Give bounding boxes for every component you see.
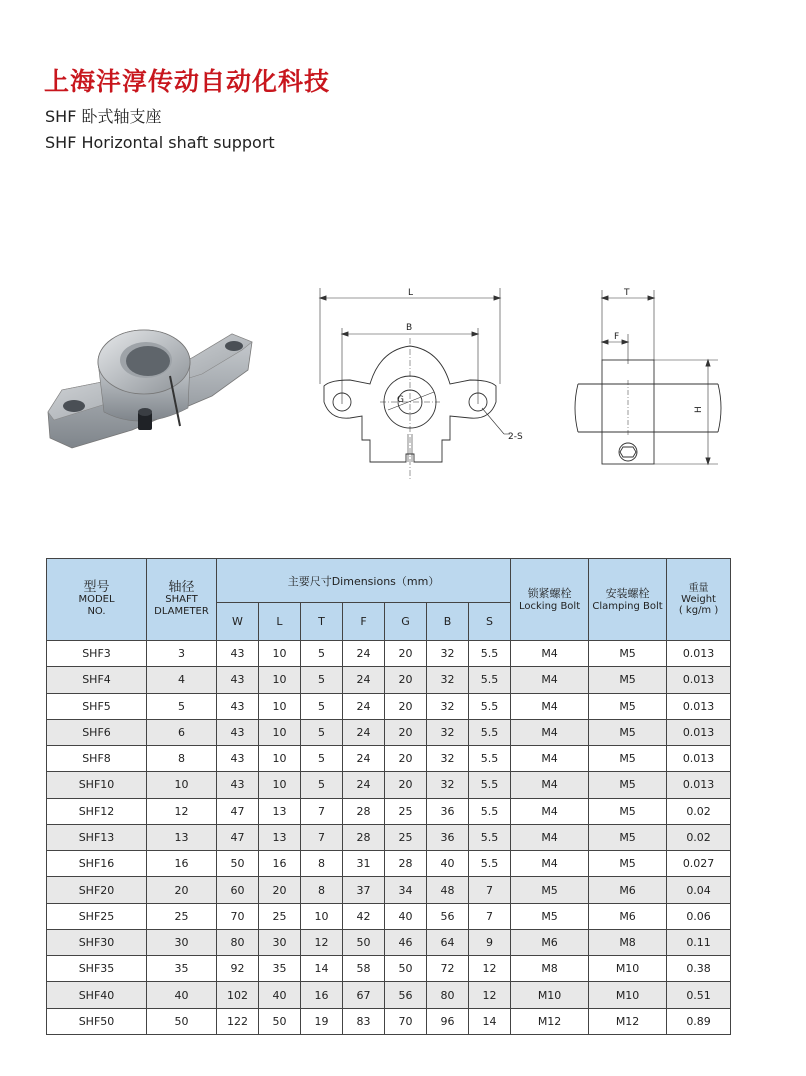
- cell-locking-bolt: M4: [511, 693, 589, 719]
- cell-locking-bolt: M4: [511, 772, 589, 798]
- label-H: H: [694, 406, 704, 413]
- table-row: [47, 1008, 731, 1034]
- cell-b: 48: [427, 877, 469, 903]
- table-row: [47, 798, 731, 824]
- cell-clamping-bolt: M5: [589, 798, 667, 824]
- cell-clamping-bolt: M10: [589, 982, 667, 1008]
- cell-s: 7: [469, 903, 511, 929]
- label-T: T: [624, 288, 630, 298]
- cell-shaft: 50: [147, 1008, 217, 1034]
- cell-t: 10: [301, 903, 343, 929]
- cell-s: 7: [469, 877, 511, 903]
- cell-s: 5.5: [469, 667, 511, 693]
- cell-g: 56: [385, 982, 427, 1008]
- cell-f: 24: [343, 693, 385, 719]
- cell-model: SHF6: [47, 719, 147, 745]
- cell-g: 25: [385, 798, 427, 824]
- cell-clamping-bolt: M5: [589, 824, 667, 850]
- cell-b: 36: [427, 824, 469, 850]
- cell-weight: 0.38: [667, 956, 731, 982]
- cell-g: 20: [385, 693, 427, 719]
- cell-g: 34: [385, 877, 427, 903]
- cell-t: 8: [301, 851, 343, 877]
- cell-clamping-bolt: M6: [589, 903, 667, 929]
- cell-f: 50: [343, 929, 385, 955]
- cell-l: 13: [259, 824, 301, 850]
- cell-w: 43: [217, 719, 259, 745]
- cell-locking-bolt: M5: [511, 903, 589, 929]
- cell-b: 40: [427, 851, 469, 877]
- cell-shaft: 16: [147, 851, 217, 877]
- cell-g: 20: [385, 772, 427, 798]
- cell-l: 10: [259, 641, 301, 667]
- cell-l: 10: [259, 746, 301, 772]
- label-F: F: [614, 332, 620, 342]
- cell-f: 83: [343, 1008, 385, 1034]
- cell-w: 43: [217, 641, 259, 667]
- cell-l: 40: [259, 982, 301, 1008]
- cell-b: 56: [427, 903, 469, 929]
- cell-weight: 0.04: [667, 877, 731, 903]
- cell-b: 96: [427, 1008, 469, 1034]
- header-col-B: B: [427, 603, 469, 641]
- cell-shaft: 6: [147, 719, 217, 745]
- cell-shaft: 8: [147, 746, 217, 772]
- cell-weight: 0.51: [667, 982, 731, 1008]
- header-col-S: S: [469, 603, 511, 641]
- cell-clamping-bolt: M5: [589, 667, 667, 693]
- cell-shaft: 30: [147, 929, 217, 955]
- cell-locking-bolt: M8: [511, 956, 589, 982]
- cell-l: 10: [259, 667, 301, 693]
- cell-t: 5: [301, 772, 343, 798]
- cell-w: 92: [217, 956, 259, 982]
- cell-l: 10: [259, 772, 301, 798]
- cell-shaft: 5: [147, 693, 217, 719]
- cell-t: 12: [301, 929, 343, 955]
- cell-s: 5.5: [469, 851, 511, 877]
- cell-weight: 0.027: [667, 851, 731, 877]
- cell-w: 43: [217, 667, 259, 693]
- cell-locking-bolt: M4: [511, 851, 589, 877]
- cell-g: 46: [385, 929, 427, 955]
- cell-weight: 0.013: [667, 719, 731, 745]
- cell-t: 14: [301, 956, 343, 982]
- cell-s: 5.5: [469, 719, 511, 745]
- cell-w: 43: [217, 772, 259, 798]
- label-G: G: [397, 395, 404, 405]
- table-row: [47, 824, 731, 850]
- cell-s: 9: [469, 929, 511, 955]
- cell-f: 24: [343, 746, 385, 772]
- cell-weight: 0.013: [667, 641, 731, 667]
- cell-locking-bolt: M4: [511, 798, 589, 824]
- cell-b: 32: [427, 746, 469, 772]
- cell-f: 28: [343, 798, 385, 824]
- cell-shaft: 13: [147, 824, 217, 850]
- cell-locking-bolt: M12: [511, 1008, 589, 1034]
- product-title-en: SHF Horizontal shaft support: [45, 133, 275, 152]
- cell-shaft: 35: [147, 956, 217, 982]
- cell-t: 5: [301, 693, 343, 719]
- cell-clamping-bolt: M5: [589, 641, 667, 667]
- cell-f: 31: [343, 851, 385, 877]
- cell-s: 12: [469, 982, 511, 1008]
- cell-l: 35: [259, 956, 301, 982]
- cell-b: 32: [427, 719, 469, 745]
- cell-s: 5.5: [469, 746, 511, 772]
- cell-model: SHF16: [47, 851, 147, 877]
- header-locking-bolt: 锁紧螺栓 Locking Bolt: [511, 559, 589, 641]
- cell-w: 102: [217, 982, 259, 1008]
- cell-model: SHF10: [47, 772, 147, 798]
- cell-shaft: 3: [147, 641, 217, 667]
- cell-f: 37: [343, 877, 385, 903]
- cell-locking-bolt: M10: [511, 982, 589, 1008]
- cell-b: 80: [427, 982, 469, 1008]
- cell-g: 20: [385, 719, 427, 745]
- table-row: [47, 772, 731, 798]
- cell-t: 16: [301, 982, 343, 1008]
- cell-g: 28: [385, 851, 427, 877]
- cell-t: 5: [301, 641, 343, 667]
- cell-l: 30: [259, 929, 301, 955]
- cell-model: SHF25: [47, 903, 147, 929]
- table-row: [47, 851, 731, 877]
- table-row: [47, 719, 731, 745]
- cell-clamping-bolt: M5: [589, 772, 667, 798]
- cell-s: 14: [469, 1008, 511, 1034]
- cell-locking-bolt: M6: [511, 929, 589, 955]
- cell-b: 32: [427, 693, 469, 719]
- cell-model: SHF4: [47, 667, 147, 693]
- spec-table: [46, 558, 731, 1035]
- cell-clamping-bolt: M6: [589, 877, 667, 903]
- cell-clamping-bolt: M5: [589, 693, 667, 719]
- cell-w: 50: [217, 851, 259, 877]
- cell-w: 43: [217, 693, 259, 719]
- cell-s: 5.5: [469, 824, 511, 850]
- header-col-F: F: [343, 603, 385, 641]
- cell-l: 10: [259, 719, 301, 745]
- cell-w: 60: [217, 877, 259, 903]
- cell-model: SHF50: [47, 1008, 147, 1034]
- cell-g: 20: [385, 667, 427, 693]
- cell-shaft: 4: [147, 667, 217, 693]
- header-model: 型号 MODEL NO.: [47, 559, 147, 641]
- table-row: [47, 667, 731, 693]
- cell-weight: 0.06: [667, 903, 731, 929]
- label-B: B: [406, 323, 413, 333]
- header-weight: 重量 Weight ( kg/m ): [667, 559, 731, 641]
- cell-weight: 0.02: [667, 824, 731, 850]
- header-shaft-diameter: 轴径 SHAFT DLAMETER: [147, 559, 217, 641]
- cell-model: SHF40: [47, 982, 147, 1008]
- cell-locking-bolt: M4: [511, 641, 589, 667]
- cell-w: 70: [217, 903, 259, 929]
- header-dimensions: 主要尺寸Dimensions（mm）: [217, 559, 511, 603]
- cell-clamping-bolt: M5: [589, 719, 667, 745]
- cell-model: SHF35: [47, 956, 147, 982]
- cell-g: 70: [385, 1008, 427, 1034]
- label-2S: 2-S: [508, 432, 523, 442]
- cell-t: 5: [301, 719, 343, 745]
- cell-locking-bolt: M4: [511, 719, 589, 745]
- cell-f: 24: [343, 667, 385, 693]
- cell-g: 50: [385, 956, 427, 982]
- cell-clamping-bolt: M12: [589, 1008, 667, 1034]
- cell-t: 19: [301, 1008, 343, 1034]
- cell-w: 47: [217, 798, 259, 824]
- product-photo: [42, 320, 262, 455]
- cell-t: 5: [301, 746, 343, 772]
- table-row: [47, 903, 731, 929]
- cell-f: 24: [343, 772, 385, 798]
- cell-l: 50: [259, 1008, 301, 1034]
- cell-clamping-bolt: M5: [589, 746, 667, 772]
- cell-w: 80: [217, 929, 259, 955]
- cell-model: SHF30: [47, 929, 147, 955]
- cell-model: SHF20: [47, 877, 147, 903]
- cell-b: 32: [427, 641, 469, 667]
- cell-f: 58: [343, 956, 385, 982]
- cell-model: SHF5: [47, 693, 147, 719]
- cell-w: 47: [217, 824, 259, 850]
- cell-w: 122: [217, 1008, 259, 1034]
- cell-weight: 0.02: [667, 798, 731, 824]
- cell-b: 32: [427, 667, 469, 693]
- cell-g: 20: [385, 746, 427, 772]
- table-row: [47, 982, 731, 1008]
- cell-b: 36: [427, 798, 469, 824]
- cell-clamping-bolt: M10: [589, 956, 667, 982]
- cell-locking-bolt: M4: [511, 746, 589, 772]
- cell-shaft: 12: [147, 798, 217, 824]
- cell-locking-bolt: M5: [511, 877, 589, 903]
- cell-t: 7: [301, 798, 343, 824]
- cell-l: 20: [259, 877, 301, 903]
- table-row: [47, 877, 731, 903]
- cell-locking-bolt: M4: [511, 667, 589, 693]
- table-row: [47, 956, 731, 982]
- cell-weight: 0.11: [667, 929, 731, 955]
- cell-s: 5.5: [469, 798, 511, 824]
- cell-model: SHF12: [47, 798, 147, 824]
- table-row: [47, 693, 731, 719]
- cell-g: 20: [385, 641, 427, 667]
- cell-model: SHF8: [47, 746, 147, 772]
- cell-weight: 0.013: [667, 667, 731, 693]
- cell-weight: 0.013: [667, 693, 731, 719]
- header-col-L: L: [259, 603, 301, 641]
- cell-g: 25: [385, 824, 427, 850]
- cell-weight: 0.013: [667, 772, 731, 798]
- table-row: [47, 746, 731, 772]
- label-L: L: [408, 288, 414, 298]
- header-col-W: W: [217, 603, 259, 641]
- table-row: [47, 929, 731, 955]
- cell-l: 16: [259, 851, 301, 877]
- cell-l: 13: [259, 798, 301, 824]
- cell-clamping-bolt: M5: [589, 851, 667, 877]
- cell-t: 8: [301, 877, 343, 903]
- cell-locking-bolt: M4: [511, 824, 589, 850]
- cell-weight: 0.013: [667, 746, 731, 772]
- brand-title: 上海沣淳传动自动化科技: [44, 67, 331, 96]
- cell-s: 5.5: [469, 641, 511, 667]
- cell-s: 12: [469, 956, 511, 982]
- cell-model: SHF3: [47, 641, 147, 667]
- cell-b: 72: [427, 956, 469, 982]
- front-view-drawing: [310, 284, 540, 484]
- cell-b: 64: [427, 929, 469, 955]
- side-view-drawing: [568, 284, 728, 474]
- header-clamping-bolt: 安装螺栓 Clamping Bolt: [589, 559, 667, 641]
- cell-shaft: 20: [147, 877, 217, 903]
- cell-shaft: 40: [147, 982, 217, 1008]
- cell-g: 40: [385, 903, 427, 929]
- cell-f: 24: [343, 719, 385, 745]
- header-col-G: G: [385, 603, 427, 641]
- header-col-T: T: [301, 603, 343, 641]
- cell-b: 32: [427, 772, 469, 798]
- cell-w: 43: [217, 746, 259, 772]
- cell-l: 25: [259, 903, 301, 929]
- cell-model: SHF13: [47, 824, 147, 850]
- cell-f: 42: [343, 903, 385, 929]
- cell-f: 28: [343, 824, 385, 850]
- cell-clamping-bolt: M8: [589, 929, 667, 955]
- cell-f: 24: [343, 641, 385, 667]
- cell-s: 5.5: [469, 772, 511, 798]
- cell-t: 7: [301, 824, 343, 850]
- table-row: [47, 641, 731, 667]
- cell-l: 10: [259, 693, 301, 719]
- cell-shaft: 10: [147, 772, 217, 798]
- cell-weight: 0.89: [667, 1008, 731, 1034]
- cell-s: 5.5: [469, 693, 511, 719]
- product-title-cn: SHF 卧式轴支座: [45, 107, 162, 126]
- cell-shaft: 25: [147, 903, 217, 929]
- cell-f: 67: [343, 982, 385, 1008]
- cell-t: 5: [301, 667, 343, 693]
